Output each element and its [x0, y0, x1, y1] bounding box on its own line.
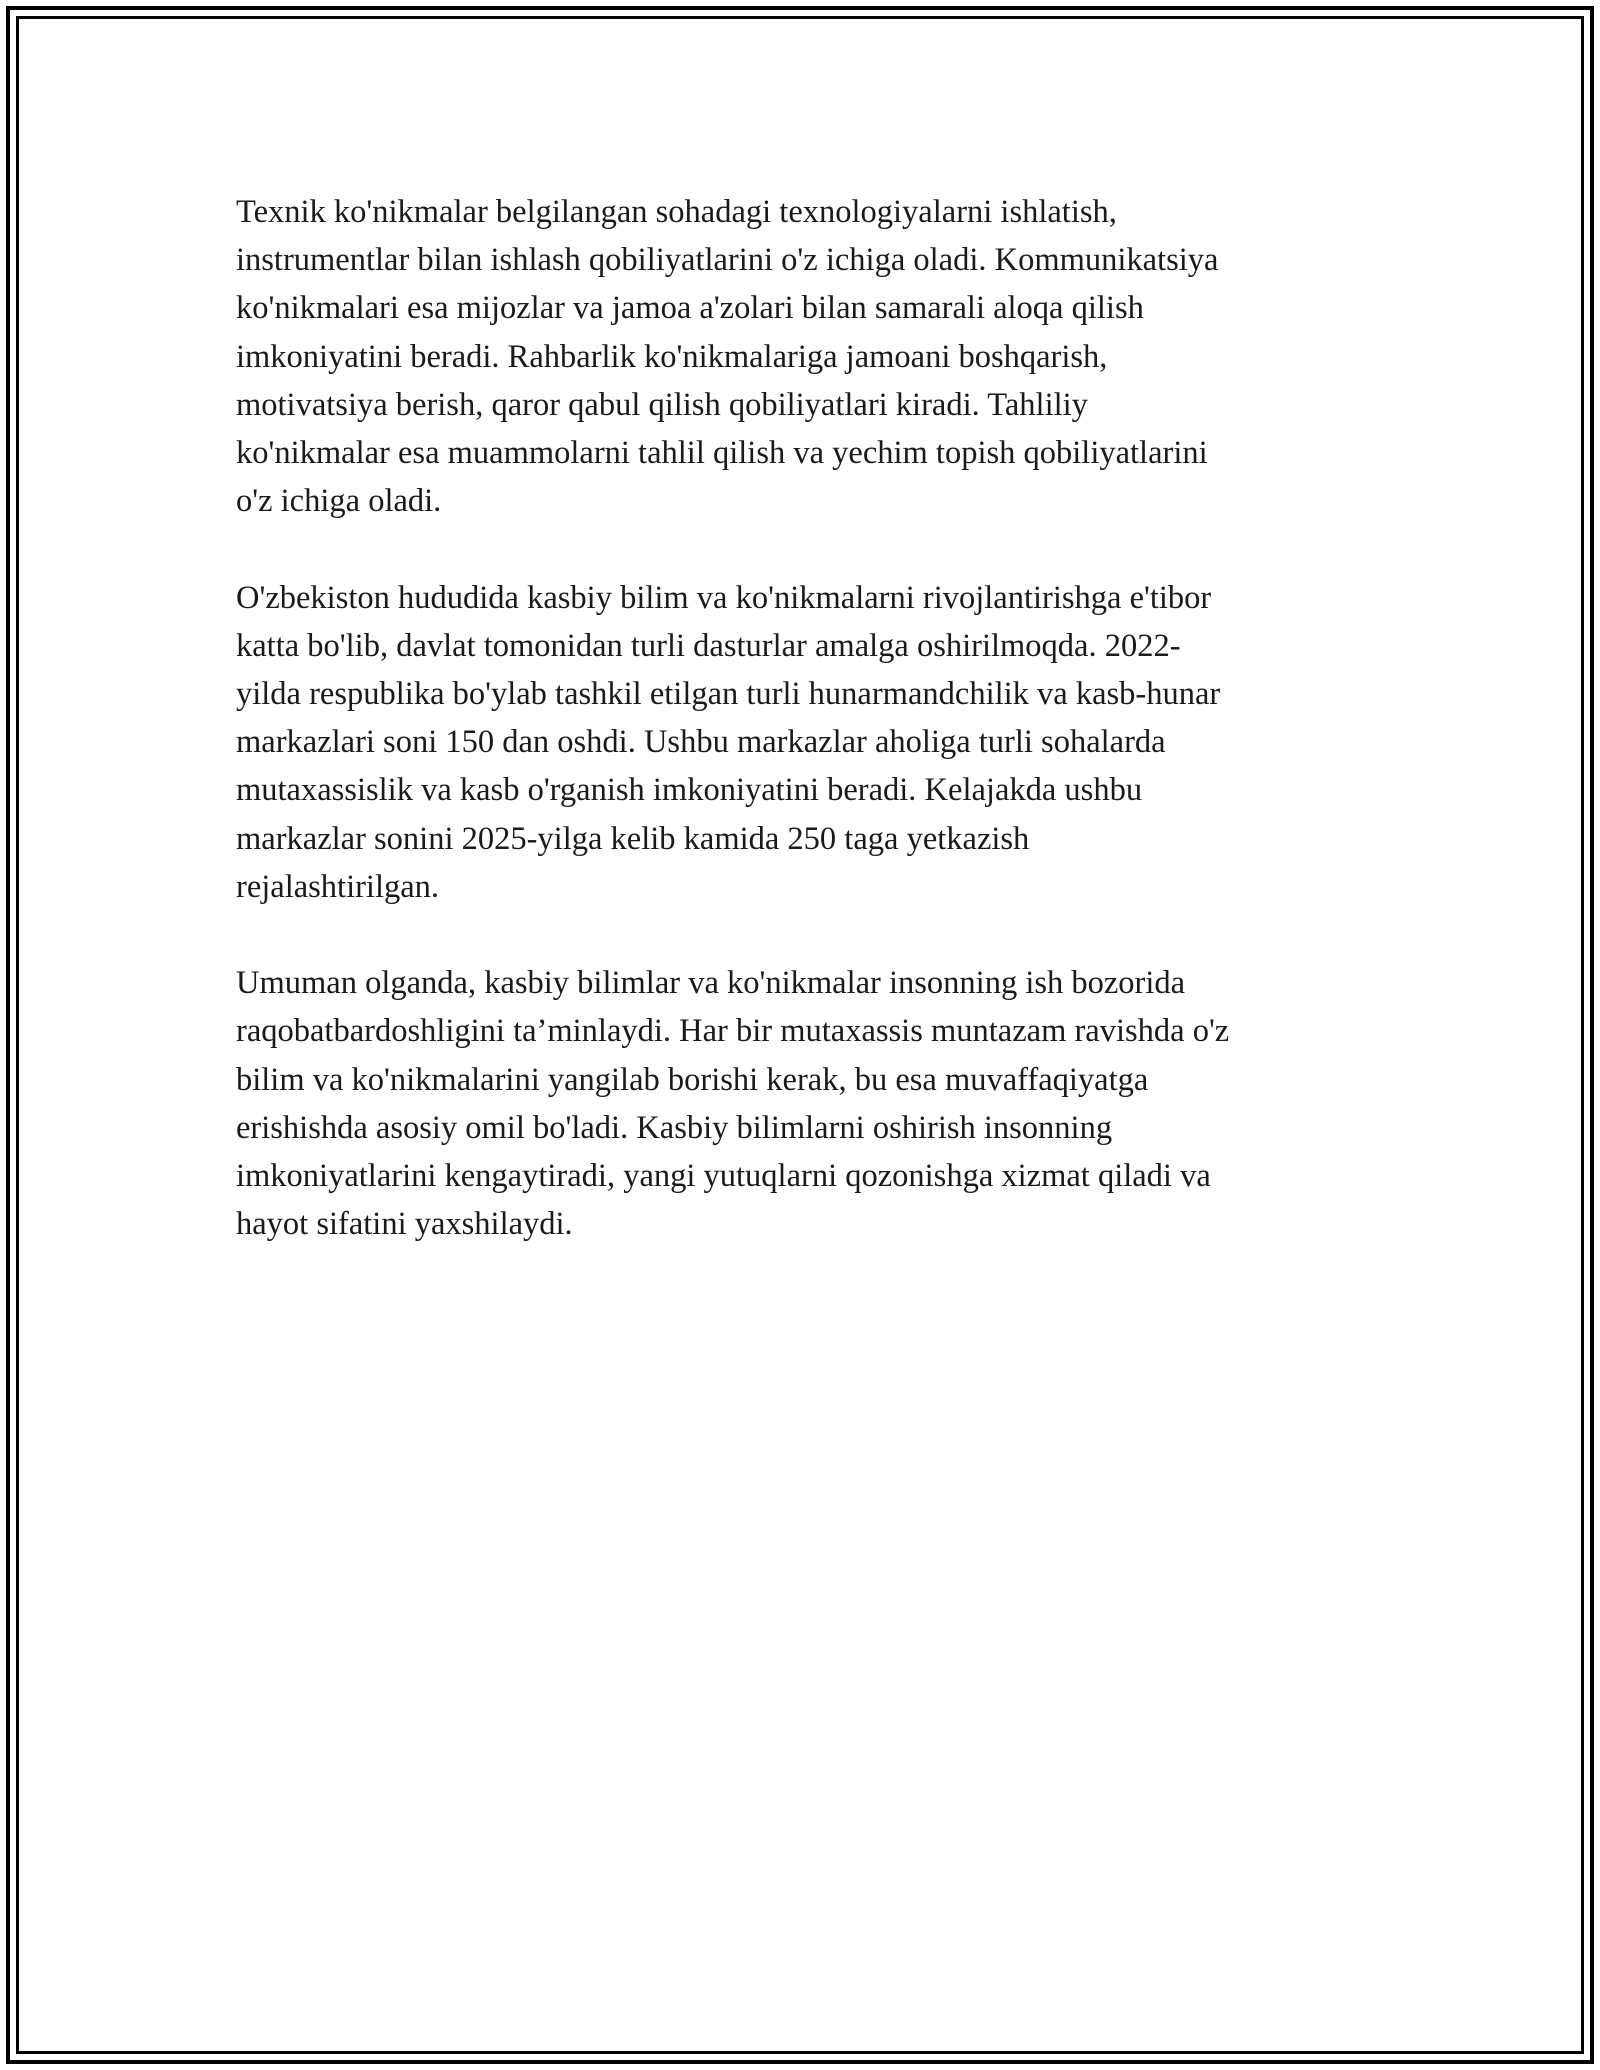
paragraph-conclusion: Umuman olganda, kasbiy bilimlar va ko'nikmalar insonning ish bozorida raqobatbardoshligini ta’minlaydi. Har bir mutaxassis muntazam ravishda o'z bilim va ko'nikmalarini yangilab borishi kerak, bu esa muvaffaqiyatga erishishda asosiy omil bo'ladi. Kasbiy bilimlarni oshirish insonning imkoniyatlarini kengaytiradi, yangi yutuqlarni qozonishga xizmat qiladi va hayot sifatini yaxshilaydi. — [236, 965, 1230, 1243]
document-body — [236, 188, 1366, 1297]
paragraph-technical-skills: Texnik ko'nikmalar belgilangan sohadagi texnologiyalarni ishlatish, instrumentlar bilan ishlash qobiliyatlarini o'z ichiga oladi. Kommunikatsiya ko'nikmalari esa mijozlar va jamoa a'zolari bilan samarali aloqa qilish imkoniyatini beradi. Rahbarlik ko'nikmalariga jamoani boshqarish, motivatsiya berish, qaror qabul qilish qobiliyatlari kiradi. Tahliliy ko'nikmalar esa muammolarni tahlil qilish va yechim topish qobiliyatlarini o'z ichiga oladi. — [236, 194, 1219, 520]
paragraph-uzbekistan-programs: O'zbekiston hududida kasbiy bilim va ko'nikmalarni rivojlantirishga e'tibor katta bo'lib, davlat tomonidan turli dasturlar amalga oshirilmoqda. 2022- yilda respublika bo'ylab tashkil etilgan turli hunarmandchilik va kasb-hunar markazlari soni 150 dan oshdi. Ushbu markazlar aholiga turli sohalarda mutaxassislik va kasb o'rganish imkoniyatini beradi. Kelajakda ushbu markazlar sonini 2025-yilga kelib kamida 250 taga yetkazish rejalashtirilgan. — [236, 579, 1221, 905]
